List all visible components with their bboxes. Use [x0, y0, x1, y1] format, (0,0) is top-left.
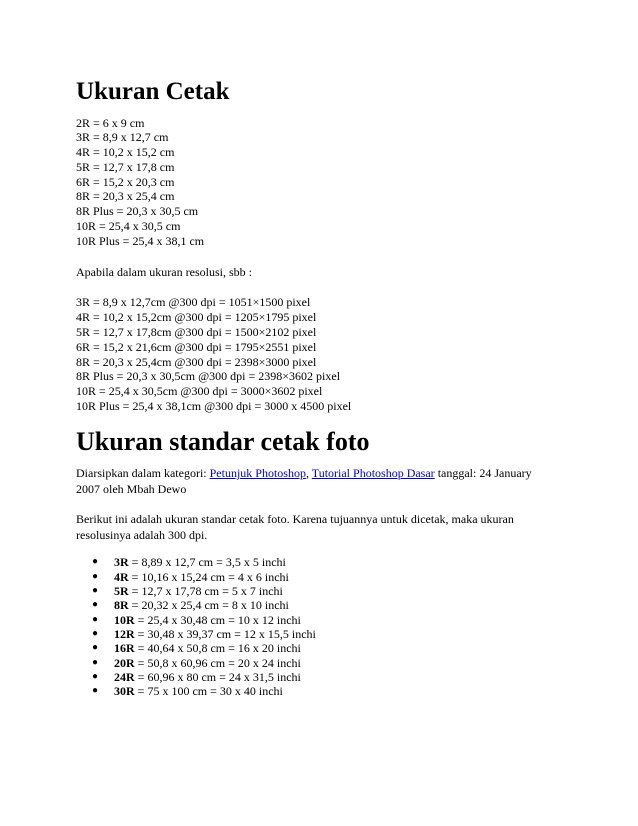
- size-value: = 75 x 100 cm = 30 x 40 inchi: [134, 684, 283, 699]
- size-value: = 20,32 x 25,4 cm = 8 x 10 inchi: [128, 598, 289, 613]
- heading-ukuran-standar-cetak-foto: Ukuran standar cetak foto: [76, 426, 370, 456]
- list-item: [92, 627, 576, 641]
- resolution-line: 3R = 8,9 x 12,7cm @300 dpi = 1051×1500 pixel: [76, 295, 311, 310]
- intro-line: resolusinya adalah 300 dpi.: [76, 527, 208, 542]
- resolution-line: 6R = 15,2 x 21,6cm @300 dpi = 1795×2551 pixel: [76, 339, 317, 354]
- size-label: 24R: [114, 669, 135, 684]
- size-label: 30R: [114, 684, 135, 699]
- print-size-line: 8R = 20,3 x 25,4 cm: [76, 189, 175, 204]
- category-link-petunjuk-photoshop[interactable]: Petunjuk Photoshop: [209, 466, 306, 481]
- size-value: = 12,7 x 17,78 cm = 5 x 7 inchi: [128, 584, 283, 599]
- size-label: 3R: [114, 555, 129, 570]
- resolution-intro: Apabila dalam ukuran resolusi, sbb :: [76, 264, 252, 279]
- intro-line: Berikut ini adalah ukuran standar cetak foto. Karena tujuannya untuk dicetak, maka ukuran: [76, 512, 514, 527]
- list-item: [92, 684, 576, 698]
- size-value: = 60,96 x 80 cm = 24 x 31,5 inchi: [134, 669, 301, 684]
- print-size-line: 10R Plus = 25,4 x 38,1 cm: [76, 233, 205, 248]
- category-separator: ,: [305, 466, 312, 481]
- list-item: [92, 570, 576, 584]
- size-label: 8R: [114, 598, 129, 613]
- document-content: [76, 78, 576, 698]
- archive-author: 2007 oleh Mbah Dewo: [76, 481, 187, 496]
- bullet-icon: ●: [92, 670, 99, 682]
- standard-size-list: [76, 555, 576, 698]
- size-label: 20R: [114, 655, 135, 670]
- print-size-line: 8R Plus = 20,3 x 30,5 cm: [76, 204, 199, 219]
- size-label: 10R: [114, 612, 135, 627]
- resolution-line: 4R = 10,2 x 15,2cm @300 dpi = 1205×1795 pixel: [76, 310, 317, 325]
- bullet-icon: ●: [92, 656, 99, 668]
- list-item: [92, 613, 576, 627]
- print-size-line: 10R = 25,4 x 30,5 cm: [76, 219, 181, 234]
- intro-paragraph: [76, 512, 576, 543]
- category-link-tutorial-photoshop-dasar[interactable]: Tutorial Photoshop Dasar: [311, 466, 435, 481]
- resolution-line: 10R Plus = 25,4 x 38,1cm @300 dpi = 3000 x 4500 pixel: [76, 399, 352, 414]
- bullet-icon: ●: [92, 570, 99, 582]
- resolution-line: 5R = 12,7 x 17,8cm @300 dpi = 1500×2102 pixel: [76, 325, 317, 340]
- bullet-icon: ●: [92, 642, 99, 654]
- list-item: [92, 670, 576, 684]
- resolution-line: 10R = 25,4 x 30,5cm @300 dpi = 3000×3602 pixel: [76, 384, 323, 399]
- list-item: [92, 584, 576, 598]
- list-item: [92, 641, 576, 655]
- print-size-line: 6R = 15,2 x 20,3 cm: [76, 174, 175, 189]
- print-size-line: 3R = 8,9 x 12,7 cm: [76, 130, 169, 145]
- bullet-icon: ●: [92, 599, 99, 611]
- size-label: 12R: [114, 626, 135, 641]
- size-value: = 30,48 x 39,37 cm = 12 x 15,5 inchi: [134, 626, 316, 641]
- print-size-line: 2R = 6 x 9 cm: [76, 115, 145, 130]
- size-label: 16R: [114, 641, 135, 656]
- size-label: 4R: [114, 569, 129, 584]
- print-size-line: 4R = 10,2 x 15,2 cm: [76, 145, 175, 160]
- bullet-icon: ●: [92, 613, 99, 625]
- size-value: = 50,8 x 60,96 cm = 20 x 24 inchi: [134, 655, 301, 670]
- list-item: [92, 555, 576, 569]
- resolution-line: 8R Plus = 20,3 x 30,5cm @300 dpi = 2398×3602 pixel: [76, 369, 341, 384]
- size-label: 5R: [114, 584, 129, 599]
- archive-date: tanggal: 24 January: [434, 466, 532, 481]
- size-value: = 8,89 x 12,7 cm = 3,5 x 5 inchi: [128, 555, 286, 570]
- bullet-icon: ●: [92, 627, 99, 639]
- resolution-list: [76, 295, 576, 413]
- print-size-list: [76, 116, 576, 249]
- size-value: = 40,64 x 50,8 cm = 16 x 20 inchi: [134, 641, 301, 656]
- archive-meta: [76, 466, 576, 497]
- list-item: [92, 656, 576, 670]
- size-value: = 10,16 x 15,24 cm = 4 x 6 inchi: [128, 569, 289, 584]
- heading-ukuran-cetak: Ukuran Cetak: [76, 78, 230, 105]
- bullet-icon: ●: [92, 685, 99, 697]
- print-size-line: 5R = 12,7 x 17,8 cm: [76, 159, 175, 174]
- list-item: [92, 598, 576, 612]
- bullet-icon: ●: [92, 556, 99, 568]
- size-value: = 25,4 x 30,48 cm = 10 x 12 inchi: [134, 612, 301, 627]
- bullet-icon: ●: [92, 585, 99, 597]
- resolution-line: 8R = 20,3 x 25,4cm @300 dpi = 2398×3000 pixel: [76, 354, 317, 369]
- archive-prefix: Diarsipkan dalam kategori:: [76, 466, 210, 481]
